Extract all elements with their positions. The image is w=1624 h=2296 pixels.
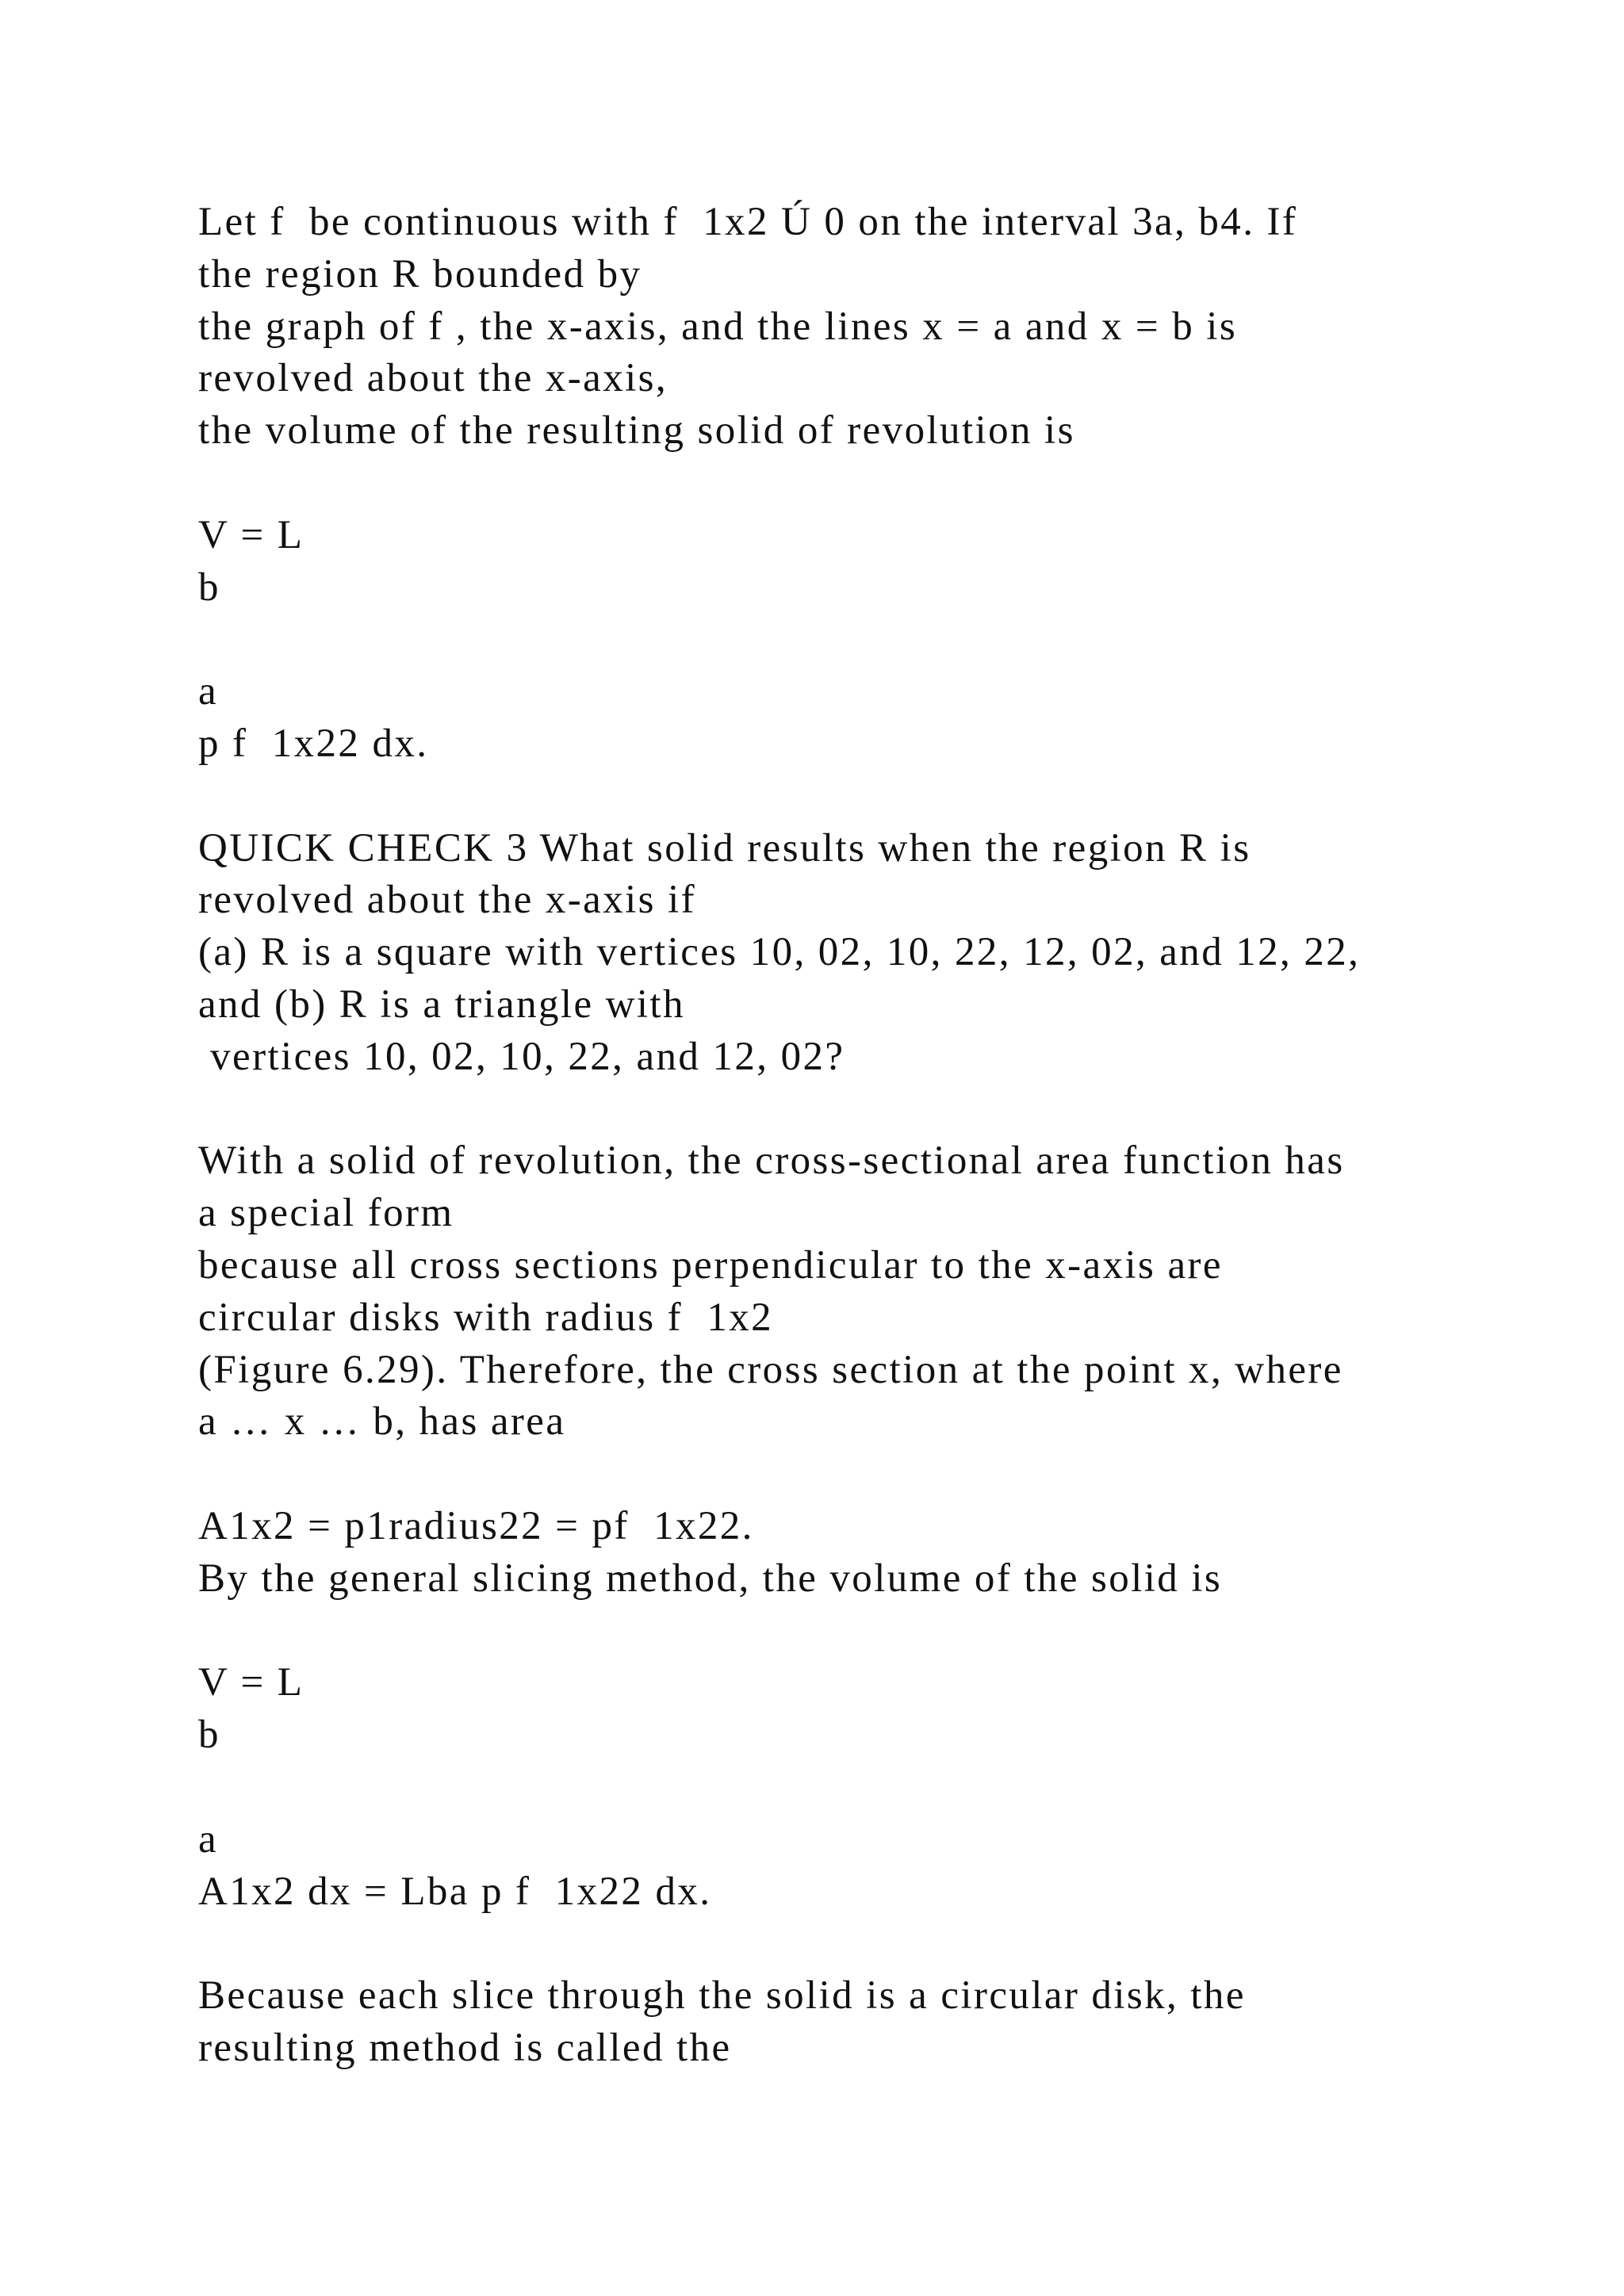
text-line: Let f be continuous with f 1x2 Ú 0 on the interval 3a, b4. If xyxy=(198,200,1298,244)
formula-lower-limit: a xyxy=(198,669,219,714)
formula-line: p f 1x22 dx. xyxy=(198,721,429,766)
text-line: revolved about the x-axis if xyxy=(198,878,697,923)
blank-line xyxy=(198,1448,1530,1501)
formula-line: A1x2 dx = Lba p f 1x22 dx. xyxy=(198,1869,712,1914)
blank-line xyxy=(198,1762,1530,1814)
text-line: the volume of the resulting solid of revolution is xyxy=(198,408,1075,453)
text-line: because all cross sections perpendicular to the x-axis are xyxy=(198,1242,1223,1288)
text-line: circular disks with radius f 1x2 xyxy=(198,1295,774,1340)
blank-line xyxy=(198,1084,1530,1136)
formula-lower-limit: a xyxy=(198,1816,219,1862)
text-line: vertices 10, 02, 10, 22, and 12, 02? xyxy=(198,1034,845,1079)
text-line: the region R bounded by xyxy=(198,251,642,297)
blank-line xyxy=(198,1918,1530,1970)
document-page xyxy=(198,197,1530,2075)
text-line: (a) R is a square with vertices 10, 02, 10, 22, 12, 02, and 12, 22, xyxy=(198,930,1361,975)
blank-line xyxy=(198,771,1530,823)
text-line: revolved about the x-axis, xyxy=(198,356,668,401)
text-line: a … x … b, has area xyxy=(198,1399,566,1445)
text-line: and (b) R is a triangle with xyxy=(198,982,685,1027)
text-line: a special form xyxy=(198,1191,454,1236)
formula-line: A1x2 = p1radius22 = pf 1x22. xyxy=(198,1503,754,1548)
quick-check-line: QUICK CHECK 3 What solid results when the region R is xyxy=(198,825,1251,871)
text-line: Because each slice through the solid is a circular disk, the xyxy=(198,1973,1246,2019)
text-line: With a solid of revolution, the cross-sectional area function has xyxy=(198,1138,1345,1184)
formula-line: V = L xyxy=(198,512,304,557)
text-line: By the general slicing method, the volume of the solid is xyxy=(198,1556,1223,1601)
text-line: (Figure 6.29). Therefore, the cross section at the point x, where xyxy=(198,1347,1343,1392)
blank-line xyxy=(198,614,1530,666)
formula-upper-limit: b xyxy=(198,564,220,610)
formula-upper-limit: b xyxy=(198,1712,220,1758)
formula-line: V = L xyxy=(198,1660,304,1705)
blank-line xyxy=(198,457,1530,510)
text-line: resulting method is called the xyxy=(198,2025,732,2070)
text-line: the graph of f , the x-axis, and the lines x = a and x = b is xyxy=(198,304,1238,349)
blank-line xyxy=(198,1605,1530,1658)
